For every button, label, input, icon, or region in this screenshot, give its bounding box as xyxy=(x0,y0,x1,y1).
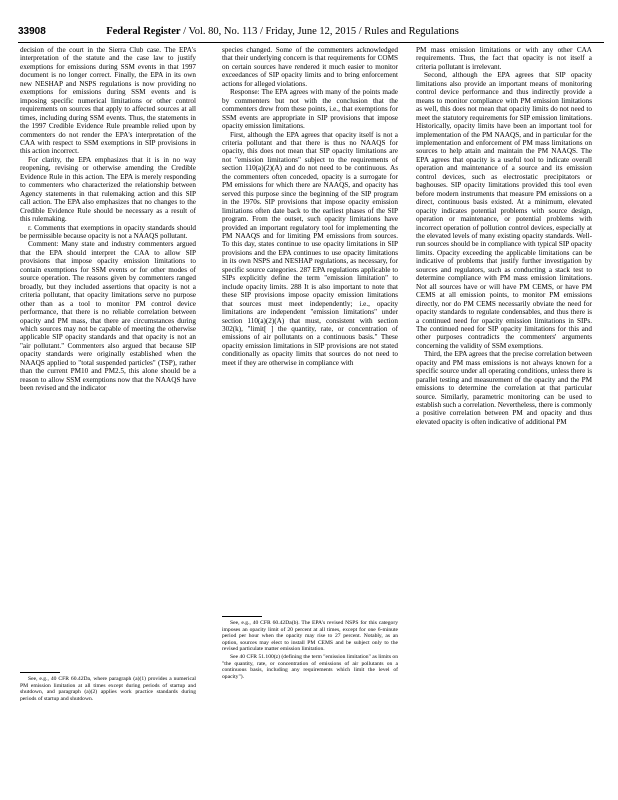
header-rule xyxy=(18,42,604,43)
footnote: See 40 CFR 51.100(z) (defining the term "emission limitation" as limits on "the quantity, rate, or concentration of emissions of air pollutants on a continuous basis, including any requirements which limit the level of opacity"). xyxy=(222,653,398,680)
paragraph: First, although the EPA agrees that opacity itself is not a criteria pollutant and that there is thus no NAAQS for opacity, this does not mean that SIP opacity limitations are not "emission limitations" subject to the requirements of section 110(a)(2)(A) and do not need to be continuous. As the commenters often conceded, opacity is a surrogate for PM emissions for which there are NAAQS, and opacity has served this purpose since the beginning of the SIP program in the 1970s. SIP provisions that impose opacity emission limitations often date back to the earliest phases of the SIP program. From the outset, such opacity limitations have provided an important regulatory tool for implementing the PM NAAQS and for limiting PM emissions from sources. To this day, states continue to use opacity limitations in SIP provisions and the EPA continues to use opacity limitations in its own NSPS and NESHAP regulations, as necessary, for specific source categories. 287 EPA regulations applicable to SIPs explicitly define the term "emission limitation" to include opacity limits. 288 It is also important to note that these SIP provisions impose opacity emission limitations that sources must meet independently; i.e., opacity limitations are independent "emission limitations" under section 110(a)(2)(A) that must, consistent with section 302(k), "limit[ ] the quantity, rate, or concentration of emissions of air pollutants on a continuous basis." These opacity emission limitations in SIP provisions are not stated conditionally as opacity limits that sources do not need to meet if they are otherwise in compliance with xyxy=(222,130,398,367)
text-column-1 xyxy=(20,46,196,670)
footnotes-column-2 xyxy=(222,620,398,790)
footnote: See, e.g., 40 CFR 60.42Da(b). The EPA's revised NSPS for this category imposes an opacity limit of 20 percent at all times, except for one 6-minute period per hour when the opacity may rise to 27 percent. Notably, as an option, sources may elect to install PM CEMS and be subject only to the revised particulate matter emission limitation. xyxy=(222,620,398,653)
paragraph: Second, although the EPA agrees that SIP opacity limitations also provide an important means of monitoring control device performance and thus indirectly provide a means to monitor compliance with PM emission limitations as well, this does not mean that opacity limits do not need to meet the statutory requirements for SIP emission limitations. Historically, opacity limits have been an important tool for implementation of the PM NAAQS, and in particular for the implementation and enforcement of PM mass limitations on sources to help attain and maintain the PM NAAQS. The EPA agrees that opacity is a useful tool to indicate overall operation and maintenance of a source and its emission control devices, such as electrostatic precipitators or baghouses. SIP opacity limitations provided this tool even before modern instruments that measure PM emissions on a direct, continuous basis existed. At a minimum, elevated opacity indicates potential problems with source design, operation or maintenance, or potential problems with incorrect operation of pollution control devices, especially at the elevated levels of many existing opacity standards. Well-run sources should be in compliance with typical SIP opacity limits. Opacity exceeding the applicable limitations can be indicative of problems that justify further investigation by sources and regulators, such as conducting a stack test to determine compliance with PM mass emission limitations. Not all sources have or will have PM CEMS, or have PM CEMS at all emission points, to monitor PM emissions directly, nor do PM CEMS necessarily obviate the need for opacity standards to regulate condensables, and thus there is a continued need for opacity emission limitations in SIPs. The continued need for SIP opacity limitations for this and other purposes contradicts the commenters' arguments concerning the validity of SSM exemptions. xyxy=(416,71,592,350)
paragraph: r. Comments that exemptions in opacity standards should be permissible because opacity is not a NAAQS pollutant. xyxy=(20,223,196,240)
paragraph: For clarity, the EPA emphasizes that it is in no way reopening, revising or otherwise amending the Credible Evidence Rule in this action. The EPA is merely responding to commenters who characterized the relationship between Agency statements in that rulemaking action and this SIP call action. The EPA also emphasizes that no changes to the Credible Evidence Rule should be necessary as a result of this rulemaking. xyxy=(20,155,196,224)
publication-title: Federal Register xyxy=(106,26,181,37)
text-column-2 xyxy=(222,46,398,612)
issue-details: / Vol. 80, No. 113 / Friday, June 12, 2015 / Rules and Regulations xyxy=(183,26,459,37)
footnotes-column-1 xyxy=(20,676,196,788)
paragraph: Third, the EPA agrees that the precise correlation between opacity and PM mass emissions is not always known for a specific source under all operating conditions, unless there is parallel testing and measurement of the opacity and the PM emissions to determine the correlation at that particular source. Similarly, parametric monitoring can be used to establish such a correlation. Nevertheless, there is commonly a positive correlation between PM and opacity and thus elevated opacity is often indicative of additional PM xyxy=(416,350,592,426)
footnote-rule xyxy=(222,616,262,617)
footnote-rule xyxy=(20,672,60,673)
paragraph: species changed. Some of the commenters acknowledged that their underlying concern is that requirements for COMS on certain sources have rendered it much easier to monitor exceedances of SIP opacity limits and to bring enforcement actions for alleged violations. xyxy=(222,46,398,88)
paragraph: Comment: Many state and industry commenters argued that the EPA should interpret the CAA to allow SIP provisions that impose opacity emission limitations to contain exemptions for SSM events or for other modes of source operation. The reasons given by commenters ranged broadly, but they included assertions that opacity is not a criteria pollutant, that opacity limitations serve no purpose other than as a tool to monitor PM control device performance, that there is no reliable correlation between opacity and PM mass, that there are circumstances during which sources may not be capable of meeting the otherwise applicable SIP opacity standards and that opacity is not an "air pollutant." Commenters also argued that because SIP opacity standards were originally established when the NAAQS applied to "total suspended particles" (TSP), rather than the current PM10 and PM2.5, this alone should be a reason to allow SSM exemptions now that the NAAQS have been revised and the indicator xyxy=(20,240,196,393)
paragraph: decision of the court in the Sierra Club case. The EPA's interpretation of the statute and the case law to justify exemptions for emissions during SSM events in that 1997 document is no longer correct. Finally, the EPA in its own new NESHAP and NSPS regulations is now providing no exemptions for emissions during SSM events and is imposing specific numerical limitations or other control requirements on sources that apply to affected sources at all times, including during SSM events. Thus, the statements in the 1997 Credible Evidence Rule preamble relied upon by commenters do not render the EPA's interpretation of the CAA with respect to SSM exemptions in SIP provisions in this action incorrect. xyxy=(20,46,196,156)
paragraph: PM mass emission limitations or with any other CAA requirements. Thus, the fact that opacity is not itself a criteria pollutant is irrelevant. xyxy=(416,46,592,71)
paragraph: Response: The EPA agrees with many of the points made by commenters but not with the conclusion that the commenters drew from these points, i.e., that exemptions for SSM events are appropriate in SIP provisions that impose opacity emission limitations. xyxy=(222,88,398,131)
page-number: 33908 xyxy=(18,26,46,37)
footnote: See, e.g., 40 CFR 60.42Da, where paragraph (a)(1) provides a numerical PM emission limitation at all times except during periods of startup and shutdown, and paragraph (a)(2) applies work practice standards during periods of startup and shutdown. xyxy=(20,676,196,702)
text-column-3 xyxy=(416,46,592,794)
page-header xyxy=(18,26,604,40)
